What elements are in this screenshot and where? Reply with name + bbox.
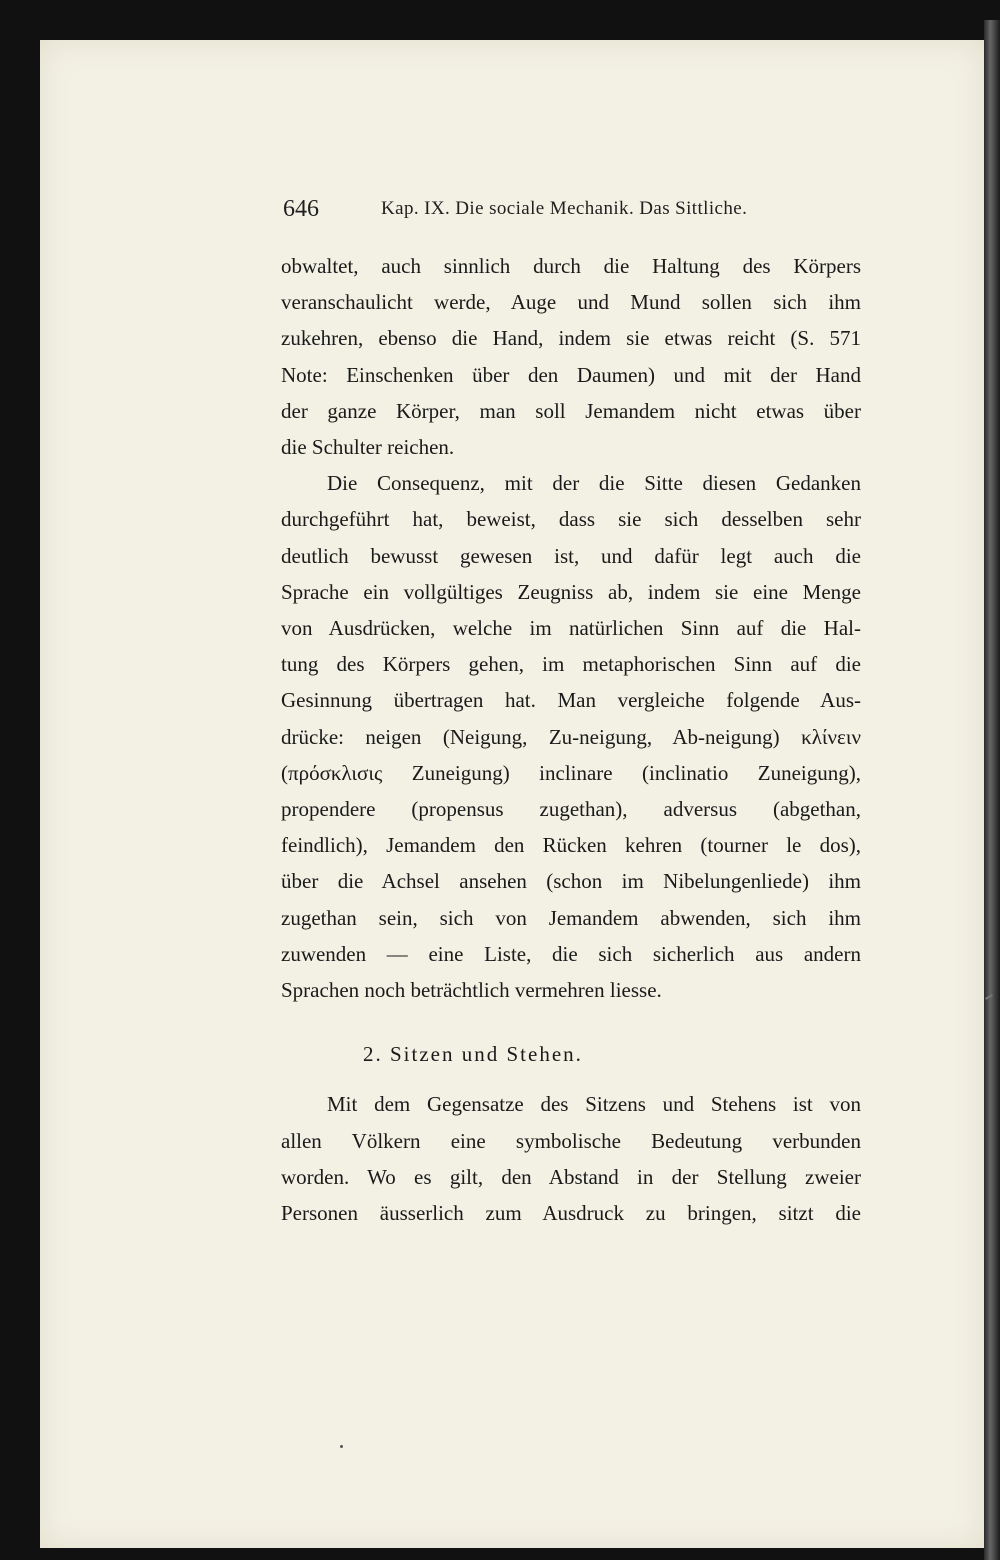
text-line: tung des Körpers gehen, im metaphorischen Sinn auf die: [281, 652, 861, 677]
paragraph-1: [281, 248, 861, 465]
text-line: drücke: neigen (Neigung, Zu-neigung, Ab-neigung) κλίνειν: [281, 724, 861, 749]
section-heading: 2. Sitzen und Stehen.: [363, 1042, 583, 1067]
text-line: von Ausdrücken, welche im natürlichen Sinn auf die Hal-: [281, 616, 861, 641]
text-line: feindlich), Jemandem den Rücken kehren (tourner le dos),: [281, 833, 861, 858]
text-line: über die Achsel ansehen (schon im Nibelungenliede) ihm: [281, 869, 861, 894]
page-body: [281, 248, 861, 1231]
text-line: Die Consequenz, mit der die Sitte diesen Gedanken: [327, 471, 861, 496]
text-line: der ganze Körper, man soll Jemandem nicht etwas über: [281, 398, 861, 423]
text-line: Sprachen noch beträchtlich vermehren liesse.: [281, 978, 662, 1003]
text-line: die Schulter reichen.: [281, 435, 455, 460]
text-line: durchgeführt hat, beweist, dass sie sich desselben sehr: [281, 507, 861, 532]
text-line: deutlich bewusst gewesen ist, und dafür legt auch die: [281, 543, 861, 568]
page-header: [283, 196, 863, 230]
text-line: Mit dem Gegensatze des Sitzens und Stehens ist von: [327, 1092, 861, 1117]
text-line: Sprache ein vollgültiges Zeugniss ab, indem sie eine Menge: [281, 579, 861, 604]
text-line: veranschaulicht werde, Auge und Mund sollen sich ihm: [281, 290, 861, 315]
text-line: obwaltet, auch sinnlich durch die Haltung des Körpers: [281, 254, 861, 278]
text-line: worden. Wo es gilt, den Abstand in der Stellung zweier: [281, 1164, 861, 1189]
paragraph-2: [281, 465, 861, 1008]
text-line: zugethan sein, sich von Jemandem abwenden, sich ihm: [281, 905, 861, 930]
text-line: Gesinnung übertragen hat. Man vergleiche folgende Aus-: [281, 688, 861, 713]
running-title: Kap. IX. Die sociale Mechanik. Das Sittliche.: [381, 198, 748, 219]
text-line: Personen äusserlich zum Ausdruck zu bringen, sitzt die: [281, 1201, 861, 1226]
page-speck: [340, 1445, 343, 1448]
paragraph-3: [281, 1086, 861, 1231]
text-line: allen Völkern eine symbolische Bedeutung verbunden: [281, 1128, 861, 1153]
text-line: Note: Einschenken über den Daumen) und mit der Hand: [281, 362, 861, 387]
text-line: (πρόσκλισις Zuneigung) inclinare (inclinatio Zuneigung),: [281, 760, 861, 785]
text-line: zuwenden — eine Liste, die sich sicherlich aus andern: [281, 941, 861, 966]
text-line: zukehren, ebenso die Hand, indem sie etwas reicht (S. 571: [281, 326, 861, 351]
page-number: 646: [283, 196, 319, 222]
text-line: propendere (propensus zugethan), adversus (abgethan,: [281, 797, 861, 822]
page-edge: [984, 20, 1000, 1560]
